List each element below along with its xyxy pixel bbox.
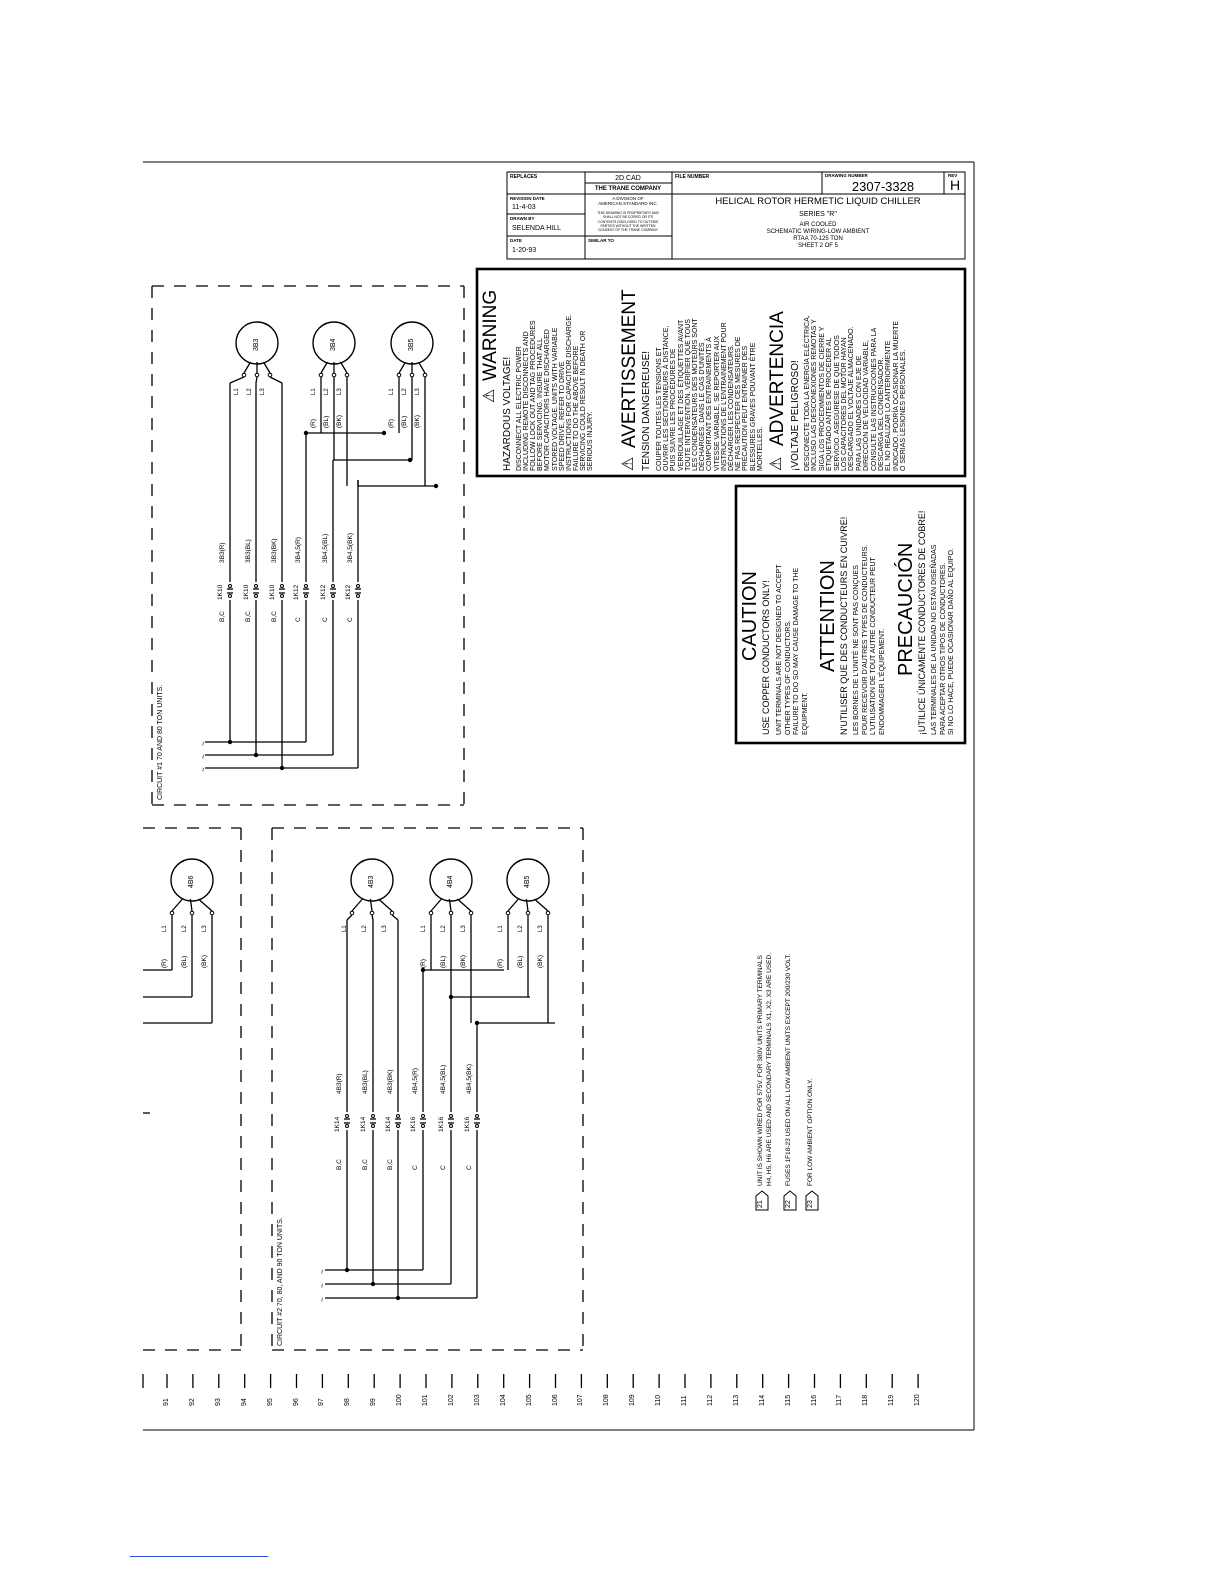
motor-lead bbox=[378, 899, 392, 911]
caution-fr-line: LES BORNES DE L'UNITÉ NE SONT PAS CONÇUES bbox=[853, 565, 860, 735]
terminal-label: L3 bbox=[382, 925, 388, 932]
line-number: 100 bbox=[396, 1394, 404, 1406]
drawing-number-label: DRAWING NUMBER bbox=[825, 173, 868, 178]
warning-fr-line: COMPORTANT DES ENTRAINEMENTS À bbox=[706, 337, 714, 471]
hazard-triangle-icon: ⚠ bbox=[768, 456, 785, 471]
motor-lead bbox=[508, 899, 518, 911]
terminal-point bbox=[305, 595, 308, 598]
terminal-point bbox=[410, 373, 414, 377]
feed-tilde: ~ bbox=[318, 1283, 327, 1288]
proprietary-line: CONTENTS DISCLOSED TO OUTSIDE bbox=[597, 219, 659, 224]
motor-lead bbox=[172, 899, 182, 911]
line-number: 111 bbox=[681, 1395, 688, 1406]
cad-label: 2D CAD bbox=[615, 175, 641, 182]
terminal-label: L3 bbox=[337, 388, 343, 395]
note-label: B,C bbox=[336, 1159, 343, 1170]
phase-label: (BK) bbox=[201, 955, 208, 968]
contactor-label: 1K14 bbox=[360, 1116, 367, 1132]
warning-fr-line: PUIS SUIVRE LES PROCÉDURES DE bbox=[670, 348, 678, 471]
caution-en-line: UNIT TERMINALS ARE NOT DESIGNED TO ACCEPT bbox=[776, 564, 783, 735]
motor-lead bbox=[264, 362, 271, 373]
warning-en-line: SPEED DRIVE, REFER TO DRIVE bbox=[558, 361, 566, 471]
terminal-point bbox=[229, 595, 232, 598]
motor-label: 4B6 bbox=[188, 875, 195, 888]
phase-label: (BK) bbox=[537, 955, 544, 968]
contactor-label: 1K12 bbox=[293, 584, 300, 600]
warning-en-line: DISCONNECT ALL ELECTRIC POWER bbox=[516, 346, 523, 471]
revision-date-label: REVISION DATE bbox=[510, 196, 545, 201]
phase-label: (BK) bbox=[414, 415, 421, 428]
division-line: AMERICAN STANDARD INC. bbox=[598, 201, 658, 206]
motor-lead bbox=[457, 899, 471, 911]
warning-en-line: STORED VOLTAGE. UNITS WITH VARIABLE bbox=[551, 327, 559, 471]
terminal-point bbox=[390, 911, 394, 915]
contactor-label: 1K16 bbox=[410, 1116, 417, 1132]
warning-fr-line: LES CONDENSATEURS DES MOTEURS SONT bbox=[692, 318, 699, 471]
terminal-point bbox=[229, 585, 232, 588]
warning-es-line: DESCARGADO EL VOLTAJE ALMACENADO. bbox=[848, 326, 856, 471]
warning-en-line: FAILURE TO DO THE ABOVE BEFORE bbox=[572, 345, 580, 471]
terminal-point bbox=[476, 1125, 479, 1128]
terminal-label: L3 bbox=[538, 925, 544, 932]
terminal-label: L3 bbox=[415, 388, 421, 395]
motor-feed bbox=[392, 915, 398, 920]
caution-fr-line: ENDOMMAGER L'ÉQUIPEMENT. bbox=[878, 628, 886, 735]
line-number: 95 bbox=[266, 1398, 274, 1406]
caution-es-line: SI NO LO HACE, PUEDE OCASIONAR DAÑO AL EQUIPO. bbox=[948, 548, 955, 735]
contactor-label: 1K16 bbox=[438, 1116, 445, 1132]
terminal-point bbox=[449, 911, 453, 915]
warning-fr-line: NE PAS RESPECTER CES MESURES DE bbox=[735, 336, 743, 471]
phase-label: (R) bbox=[420, 958, 427, 968]
line-number: 94 bbox=[240, 1398, 248, 1406]
phase-label: (R) bbox=[161, 958, 168, 968]
motor-label: 4B5 bbox=[524, 875, 531, 888]
note-label: C bbox=[347, 617, 354, 622]
note-label: C bbox=[466, 1165, 473, 1170]
junction-dot bbox=[304, 431, 308, 435]
motor-lead bbox=[321, 362, 328, 373]
motor-feed bbox=[347, 915, 352, 920]
line-number: 101 bbox=[422, 1394, 429, 1406]
terminal-point bbox=[372, 1125, 375, 1128]
wire-label: 3B3(BL) bbox=[245, 539, 252, 563]
warning-en-line: INCLUDING REMOTE DISCONNECTS AND bbox=[523, 331, 531, 471]
note-label: C bbox=[440, 1165, 447, 1170]
warning-fr-line: DÉCHARGER LES CONDENSATEURS. bbox=[728, 344, 735, 471]
caution-es-line: LAS TERMINALES DE LA UNIDAD NO ESTÁN DISEÑADAS bbox=[931, 544, 938, 735]
description-line: RTAA 70-125 TON bbox=[793, 236, 843, 242]
terminal-label: L2 bbox=[441, 925, 447, 932]
circuit-label: CIRCUIT #1 70 AND 80 TON UNITS. bbox=[157, 684, 164, 800]
motor-lead bbox=[399, 362, 406, 373]
terminal-point bbox=[268, 373, 272, 377]
line-number: 103 bbox=[473, 1394, 481, 1406]
caution-subtitle: USE COPPER CONDUCTORS ONLY! bbox=[761, 580, 771, 735]
motor-lead bbox=[431, 899, 441, 911]
terminal-point bbox=[422, 1125, 425, 1128]
terminal-point bbox=[255, 585, 258, 588]
warning-fr-line: MORTELLES. bbox=[756, 426, 764, 471]
date-label: DATE bbox=[510, 238, 522, 243]
contactor-label: 1K14 bbox=[385, 1116, 392, 1132]
motor-lead bbox=[341, 362, 348, 373]
hazard-triangle-icon: ⚠ bbox=[620, 456, 637, 471]
terminal-label: L1 bbox=[311, 388, 317, 395]
motor-label: 3B3 bbox=[253, 338, 260, 351]
feed-tilde: ~ bbox=[199, 741, 208, 746]
junction-dot bbox=[382, 431, 386, 435]
motor-label: 4B4 bbox=[447, 875, 454, 888]
terminal-point bbox=[370, 911, 374, 915]
caution-fr-line: L'UTILISATION DE TOUT AUTRE CONDUCTEUR PEUT bbox=[870, 557, 877, 735]
terminal-point bbox=[332, 595, 335, 598]
terminal-point bbox=[506, 911, 510, 915]
warning-es-line: DIRECCIÓN DE VELOCIDAD VARIABLE, bbox=[863, 340, 871, 471]
motor-feed bbox=[256, 377, 257, 383]
junction-dot bbox=[421, 968, 425, 972]
warning-en-line: MOTOR CAPACITORS HAVE DISCHARGED bbox=[544, 329, 552, 471]
warning-es-line: EL NO REALIZAR LO ANTERIORMENTE bbox=[885, 340, 893, 471]
warning-fr-line: VERROUILLAGE ET DES ÉTIQUETTES AVANT bbox=[677, 319, 685, 471]
proprietary-line: PARTIES WITHOUT THE WRITTEN bbox=[600, 223, 656, 228]
note-label: B,C bbox=[362, 1159, 369, 1170]
line-number: 115 bbox=[784, 1394, 792, 1406]
warning-title: WARNING bbox=[480, 289, 501, 381]
warning-fr-line: DÉCHARGÉS. DANS LE CAS D'UNITÉS bbox=[699, 342, 707, 471]
wire-label: 4B3(R) bbox=[336, 1073, 343, 1094]
note-label: B,C bbox=[271, 611, 278, 622]
drawing-number: 2307-3328 bbox=[851, 179, 915, 194]
drawn-by-label: DRAWN BY bbox=[510, 216, 535, 221]
terminal-point bbox=[170, 911, 174, 915]
terminal-point bbox=[423, 373, 427, 377]
note-label: B,C bbox=[245, 611, 252, 622]
replaces-label: REPLACES bbox=[510, 174, 538, 180]
motor-lead bbox=[198, 899, 212, 911]
wire-label: 3B3(R) bbox=[219, 542, 226, 563]
terminal-point bbox=[255, 595, 258, 598]
terminal-point bbox=[281, 595, 284, 598]
circuit-label: CIRCUIT #2 70, 80, AND 90 TON UNITS. bbox=[277, 1217, 284, 1346]
line-number: 110 bbox=[655, 1394, 663, 1406]
motor-label: 3B5 bbox=[408, 338, 415, 351]
caution-fr-line: POUR RECEVOIR D'AUTRES TYPES DE CONDUCTEURS. bbox=[861, 544, 869, 735]
contactor-label: 1K12 bbox=[320, 584, 327, 600]
contactor-label: 1K14 bbox=[334, 1116, 341, 1132]
terminal-point bbox=[397, 373, 401, 377]
line-number: 98 bbox=[344, 1398, 352, 1406]
terminal-point bbox=[476, 1115, 479, 1118]
line-number: 92 bbox=[188, 1398, 196, 1406]
note-label: C bbox=[412, 1165, 419, 1170]
proprietary-line: CONSENT OF THE TRANE COMPANY bbox=[597, 228, 659, 233]
attention-title: ATTENTION bbox=[817, 560, 839, 672]
terminal-point bbox=[190, 911, 194, 915]
note-label: B,C bbox=[387, 1159, 394, 1170]
phase-label: (BK) bbox=[460, 955, 467, 968]
wire-label: 3B4,5(BL) bbox=[322, 533, 329, 563]
phase-label: (BL) bbox=[440, 955, 447, 968]
line-number: 99 bbox=[370, 1398, 378, 1406]
terminal-label: L1 bbox=[162, 925, 168, 932]
terminal-point bbox=[469, 911, 473, 915]
line-number: 108 bbox=[603, 1394, 611, 1406]
line-number: 113 bbox=[732, 1394, 740, 1406]
warning-es-subtitle: ¡VOLTAJE PELIGROSO! bbox=[790, 360, 801, 471]
warning-fr-line: BLESSURES GRAVES POUVANT ÊTRE bbox=[749, 342, 757, 471]
motor-lead bbox=[534, 899, 548, 911]
line-number: 120 bbox=[914, 1394, 922, 1406]
warning-en-line: SERVICING COULD RESULT IN DEATH OR bbox=[579, 330, 587, 471]
file-number-label: FILE NUMBER bbox=[675, 174, 710, 180]
description-line: AIR COOLED bbox=[799, 222, 837, 228]
caution-en-line: FAILURE TO DO SO MAY CAUSE DAMAGE TO THE bbox=[793, 567, 800, 735]
note-text: H4, H5, H6 ARE USED AND SECONDARY TERMINALS X1, X2, X3 ARE USED. bbox=[766, 953, 773, 1186]
similar-to-label: SIMILAR TO bbox=[588, 238, 614, 243]
phase-label: (BK) bbox=[336, 415, 343, 428]
line-number: 93 bbox=[214, 1398, 222, 1406]
contactor-label: 1K16 bbox=[464, 1116, 471, 1132]
note-number: 21 bbox=[757, 1200, 764, 1208]
note-text: UNIT IS SHOWN WIRED FOR 575V. FOR 380V UNITS PRIMARY TERMINALS bbox=[757, 955, 764, 1186]
warning-es-line: CONSULTE LAS INSTRUCCIONES PARA LA bbox=[870, 327, 878, 471]
attention-subtitle: N'UTILISER QUE DES CONDUCTEURS EN CUIVRE! bbox=[839, 516, 849, 735]
description-line: SCHEMATIC WIRING-LOW AMBIENT bbox=[766, 229, 870, 235]
note-text: FOR LOW AMBIENT OPTION ONLY. bbox=[807, 1078, 814, 1186]
warning-es-title: ADVERTENCIA bbox=[767, 311, 788, 446]
caution-es-line: PARA ACEPTAR OTROS TIPOS DE CONDUCTORES. bbox=[939, 562, 947, 735]
line-number: 106 bbox=[551, 1394, 559, 1406]
warning-en-line: SERIOUS INJURY. bbox=[587, 411, 594, 471]
revision-date: 11-4-03 bbox=[512, 204, 536, 211]
hazard-triangle-icon: ⚠ bbox=[481, 388, 498, 403]
terminal-label: L2 bbox=[402, 388, 408, 395]
phase-label: (R) bbox=[310, 418, 317, 428]
company-name: THE TRANE COMPANY bbox=[594, 186, 662, 192]
note-number: 23 bbox=[807, 1200, 814, 1208]
motor-feed bbox=[270, 377, 282, 383]
warning-fr-line: OUVRIR LES SECTIONNEURS À DISTANCE, bbox=[663, 325, 671, 471]
motor-lead bbox=[419, 362, 426, 373]
phase-label: (BL) bbox=[323, 415, 330, 428]
warning-es-line: INDICADO, PODRÍA OCASIONAR LA MUERTE bbox=[892, 320, 900, 471]
proprietary-line: THIS DRAWING IS PROPRIETARY AND bbox=[597, 211, 659, 215]
motor-lead bbox=[244, 362, 251, 373]
phase-label: (R) bbox=[388, 418, 395, 428]
line-number: 112 bbox=[706, 1394, 714, 1406]
caution-en-line: EQUIPMENT. bbox=[801, 692, 809, 735]
junction-dot bbox=[408, 458, 412, 462]
terminal-label: L1 bbox=[421, 925, 427, 932]
phase-label: (BL) bbox=[401, 415, 408, 428]
terminal-point bbox=[450, 1115, 453, 1118]
contactor-label: 1K12 bbox=[345, 584, 352, 600]
line-number: 109 bbox=[629, 1394, 637, 1406]
note-number: 22 bbox=[785, 1200, 792, 1208]
line-number: 102 bbox=[447, 1394, 455, 1406]
contactor-label: 1K10 bbox=[243, 584, 250, 600]
terminal-label: L1 bbox=[234, 388, 240, 395]
terminal-label: L3 bbox=[202, 925, 208, 932]
warning-fr-line: COUPER TOUTES LES TENSIONS ET bbox=[656, 347, 663, 471]
line-number: 105 bbox=[525, 1394, 533, 1406]
junction-dot bbox=[475, 1021, 479, 1025]
wire-label: 4B4,5(R) bbox=[412, 1067, 419, 1094]
line-number: 119 bbox=[888, 1394, 896, 1406]
wire-label: 3B3(BK) bbox=[271, 538, 278, 563]
wire-label: 4B3(BK) bbox=[387, 1069, 394, 1094]
wire-label: 4B3(BL) bbox=[362, 1070, 369, 1094]
terminal-point bbox=[397, 1115, 400, 1118]
warning-fr-subtitle: TENSION DANGEREUSE! bbox=[641, 350, 652, 471]
division-line: A DIVISION OF bbox=[612, 196, 644, 201]
line-number: 107 bbox=[577, 1394, 585, 1406]
terminal-point bbox=[546, 911, 550, 915]
warning-es-line: DESCONECTE TODA LA ENERGÍA ELÉCTRICA, bbox=[804, 315, 811, 471]
terminal-label: L2 bbox=[324, 388, 330, 395]
terminal-label: L1 bbox=[389, 388, 395, 395]
wire-label: 4B4,5(BL) bbox=[440, 1064, 447, 1094]
line-number: 114 bbox=[758, 1394, 766, 1406]
phase-label: (R) bbox=[497, 958, 504, 968]
wire-label: 3B4,5(R) bbox=[295, 536, 302, 563]
drawn-by: SELENDA HILL bbox=[512, 225, 562, 232]
terminal-point bbox=[429, 911, 433, 915]
terminal-point bbox=[332, 585, 335, 588]
description-line: SHEET 2 OF 5 bbox=[798, 243, 838, 249]
motor-label: 3B4 bbox=[330, 338, 337, 351]
warning-es-line: ETIQUETADO ANTES DE PROCEDER AL bbox=[826, 337, 834, 471]
terminal-point bbox=[210, 911, 214, 915]
terminal-label: L1 bbox=[498, 925, 504, 932]
caution-title: CAUTION bbox=[739, 571, 761, 661]
terminal-label: L3 bbox=[461, 925, 467, 932]
motor-lead bbox=[352, 899, 362, 911]
warning-subtitle: HAZARDOUS VOLTAGE! bbox=[502, 356, 513, 471]
rev-value: H bbox=[949, 177, 961, 193]
terminal-point bbox=[281, 585, 284, 588]
feed-tilde: ~ bbox=[318, 1269, 327, 1274]
terminal-point bbox=[357, 595, 360, 598]
warning-fr-line: INSTRUCTIONS DE L'ENTRAINEMENT POUR bbox=[720, 322, 728, 471]
warning-fr-line: TOUTE INTERVENTION. VÉRIFIER QUE TOUS bbox=[684, 319, 692, 471]
terminal-label: L2 bbox=[247, 388, 253, 395]
warning-es-line: INCLUSO LAS DESCONEXIONES REMOTAS Y bbox=[811, 319, 819, 471]
note-label: C bbox=[322, 617, 329, 622]
motor-label: 4B3 bbox=[368, 875, 375, 888]
junction-dot bbox=[434, 484, 438, 488]
terminal-point bbox=[305, 585, 308, 588]
motor-feed bbox=[230, 377, 244, 383]
terminal-point bbox=[357, 585, 360, 588]
note-label: B,C bbox=[219, 611, 226, 622]
proprietary-line: SHALL NOT BE COPIED OR ITS bbox=[602, 215, 654, 220]
feed-tilde: ~ bbox=[199, 754, 208, 759]
line-number: 104 bbox=[499, 1394, 507, 1406]
terminal-point bbox=[346, 1125, 349, 1128]
series-label: SERIES "R" bbox=[799, 211, 837, 218]
warning-fr-line: PRÉCAUTION PEUT ENTRAINER DES bbox=[742, 345, 750, 471]
contactor-label: 1K10 bbox=[269, 584, 276, 600]
terminal-label: L1 bbox=[342, 925, 348, 932]
terminal-point bbox=[345, 373, 349, 377]
warning-es-line: DESCARGA DEL CONDENSADOR. bbox=[878, 357, 885, 471]
terminal-label: L3 bbox=[260, 388, 266, 395]
warning-en-line: FOLLOW LOCK OUT AND TAG PROCEDURES bbox=[530, 320, 538, 471]
warning-es-line: SIGA LOS PROCEDIMIENTOS DE CIERRE Y bbox=[818, 326, 826, 471]
motor-feed bbox=[372, 915, 373, 920]
terminal-point bbox=[242, 373, 246, 377]
terminal-point bbox=[422, 1115, 425, 1118]
warning-es-line: LOS CAPACITORES DEL MOTOR HAYAN bbox=[841, 337, 848, 471]
terminal-point bbox=[372, 1115, 375, 1118]
warning-fr-title: AVERTISSEMENT bbox=[619, 289, 640, 448]
line-number: 116 bbox=[810, 1394, 818, 1406]
phase-label: (BL) bbox=[517, 955, 524, 968]
wire-label: 3B4,5(BK) bbox=[347, 533, 354, 563]
warning-fr-line: VITESSE VARIABLE, SE REPORTER AUX bbox=[713, 335, 721, 471]
terminal-point bbox=[526, 911, 530, 915]
warning-en-line: BEFORE SERVICING. INSURE THAT ALL bbox=[537, 338, 545, 471]
line-number: 117 bbox=[836, 1394, 844, 1406]
terminal-point bbox=[350, 911, 354, 915]
rev-label: REV bbox=[948, 173, 958, 178]
wire-label: 4B4,5(BK) bbox=[466, 1064, 473, 1094]
warning-en-line: INSTRUCTIONS FOR CAPACITOR DISCHARGE. bbox=[565, 314, 573, 471]
feed-tilde: ~ bbox=[199, 767, 208, 772]
feed-tilde: ~ bbox=[318, 1297, 327, 1302]
terminal-point bbox=[450, 1125, 453, 1128]
terminal-label: L2 bbox=[182, 925, 188, 932]
date-value: 1-20-93 bbox=[512, 247, 537, 254]
note-label: C bbox=[295, 617, 302, 622]
line-number: 118 bbox=[862, 1394, 870, 1406]
warning-es-line: PARA LAS UNIDADES CON EJE DE bbox=[855, 355, 863, 471]
line-number: 91 bbox=[163, 1398, 170, 1406]
note-text: FUSES 1F18-23 USED ON ALL LOW AMBIENT UNITS EXCEPT 200/230 VOLT. bbox=[785, 953, 792, 1186]
caution-en-line: OTHER TYPES OF CONDUCTORS. bbox=[784, 620, 792, 735]
warning-es-line: O SERIAS LESIONES PERSONALES. bbox=[900, 349, 908, 471]
phase-label: (BL) bbox=[181, 955, 188, 968]
terminal-point bbox=[255, 373, 259, 377]
terminal-point bbox=[319, 373, 323, 377]
warning-es-line: SERVICIO. ASEGÚRESE DE QUE TODOS bbox=[833, 335, 841, 471]
footer-link-line bbox=[130, 1556, 268, 1557]
precaucion-title: PRECAUCIÓN bbox=[895, 542, 917, 676]
terminal-label: L2 bbox=[518, 925, 524, 932]
terminal-point bbox=[346, 1115, 349, 1118]
line-number: 96 bbox=[292, 1398, 300, 1406]
terminal-label: L2 bbox=[362, 925, 368, 932]
precaucion-subtitle: ¡UTILICE ÚNICAMENTE CONDUCTORES DE COBRE! bbox=[917, 510, 927, 735]
product-title: HELICAL ROTOR HERMETIC LIQUID CHILLER bbox=[715, 196, 921, 207]
terminal-point bbox=[397, 1125, 400, 1128]
terminal-point bbox=[332, 373, 336, 377]
contactor-label: 1K10 bbox=[217, 584, 224, 600]
line-number: 97 bbox=[318, 1398, 326, 1406]
